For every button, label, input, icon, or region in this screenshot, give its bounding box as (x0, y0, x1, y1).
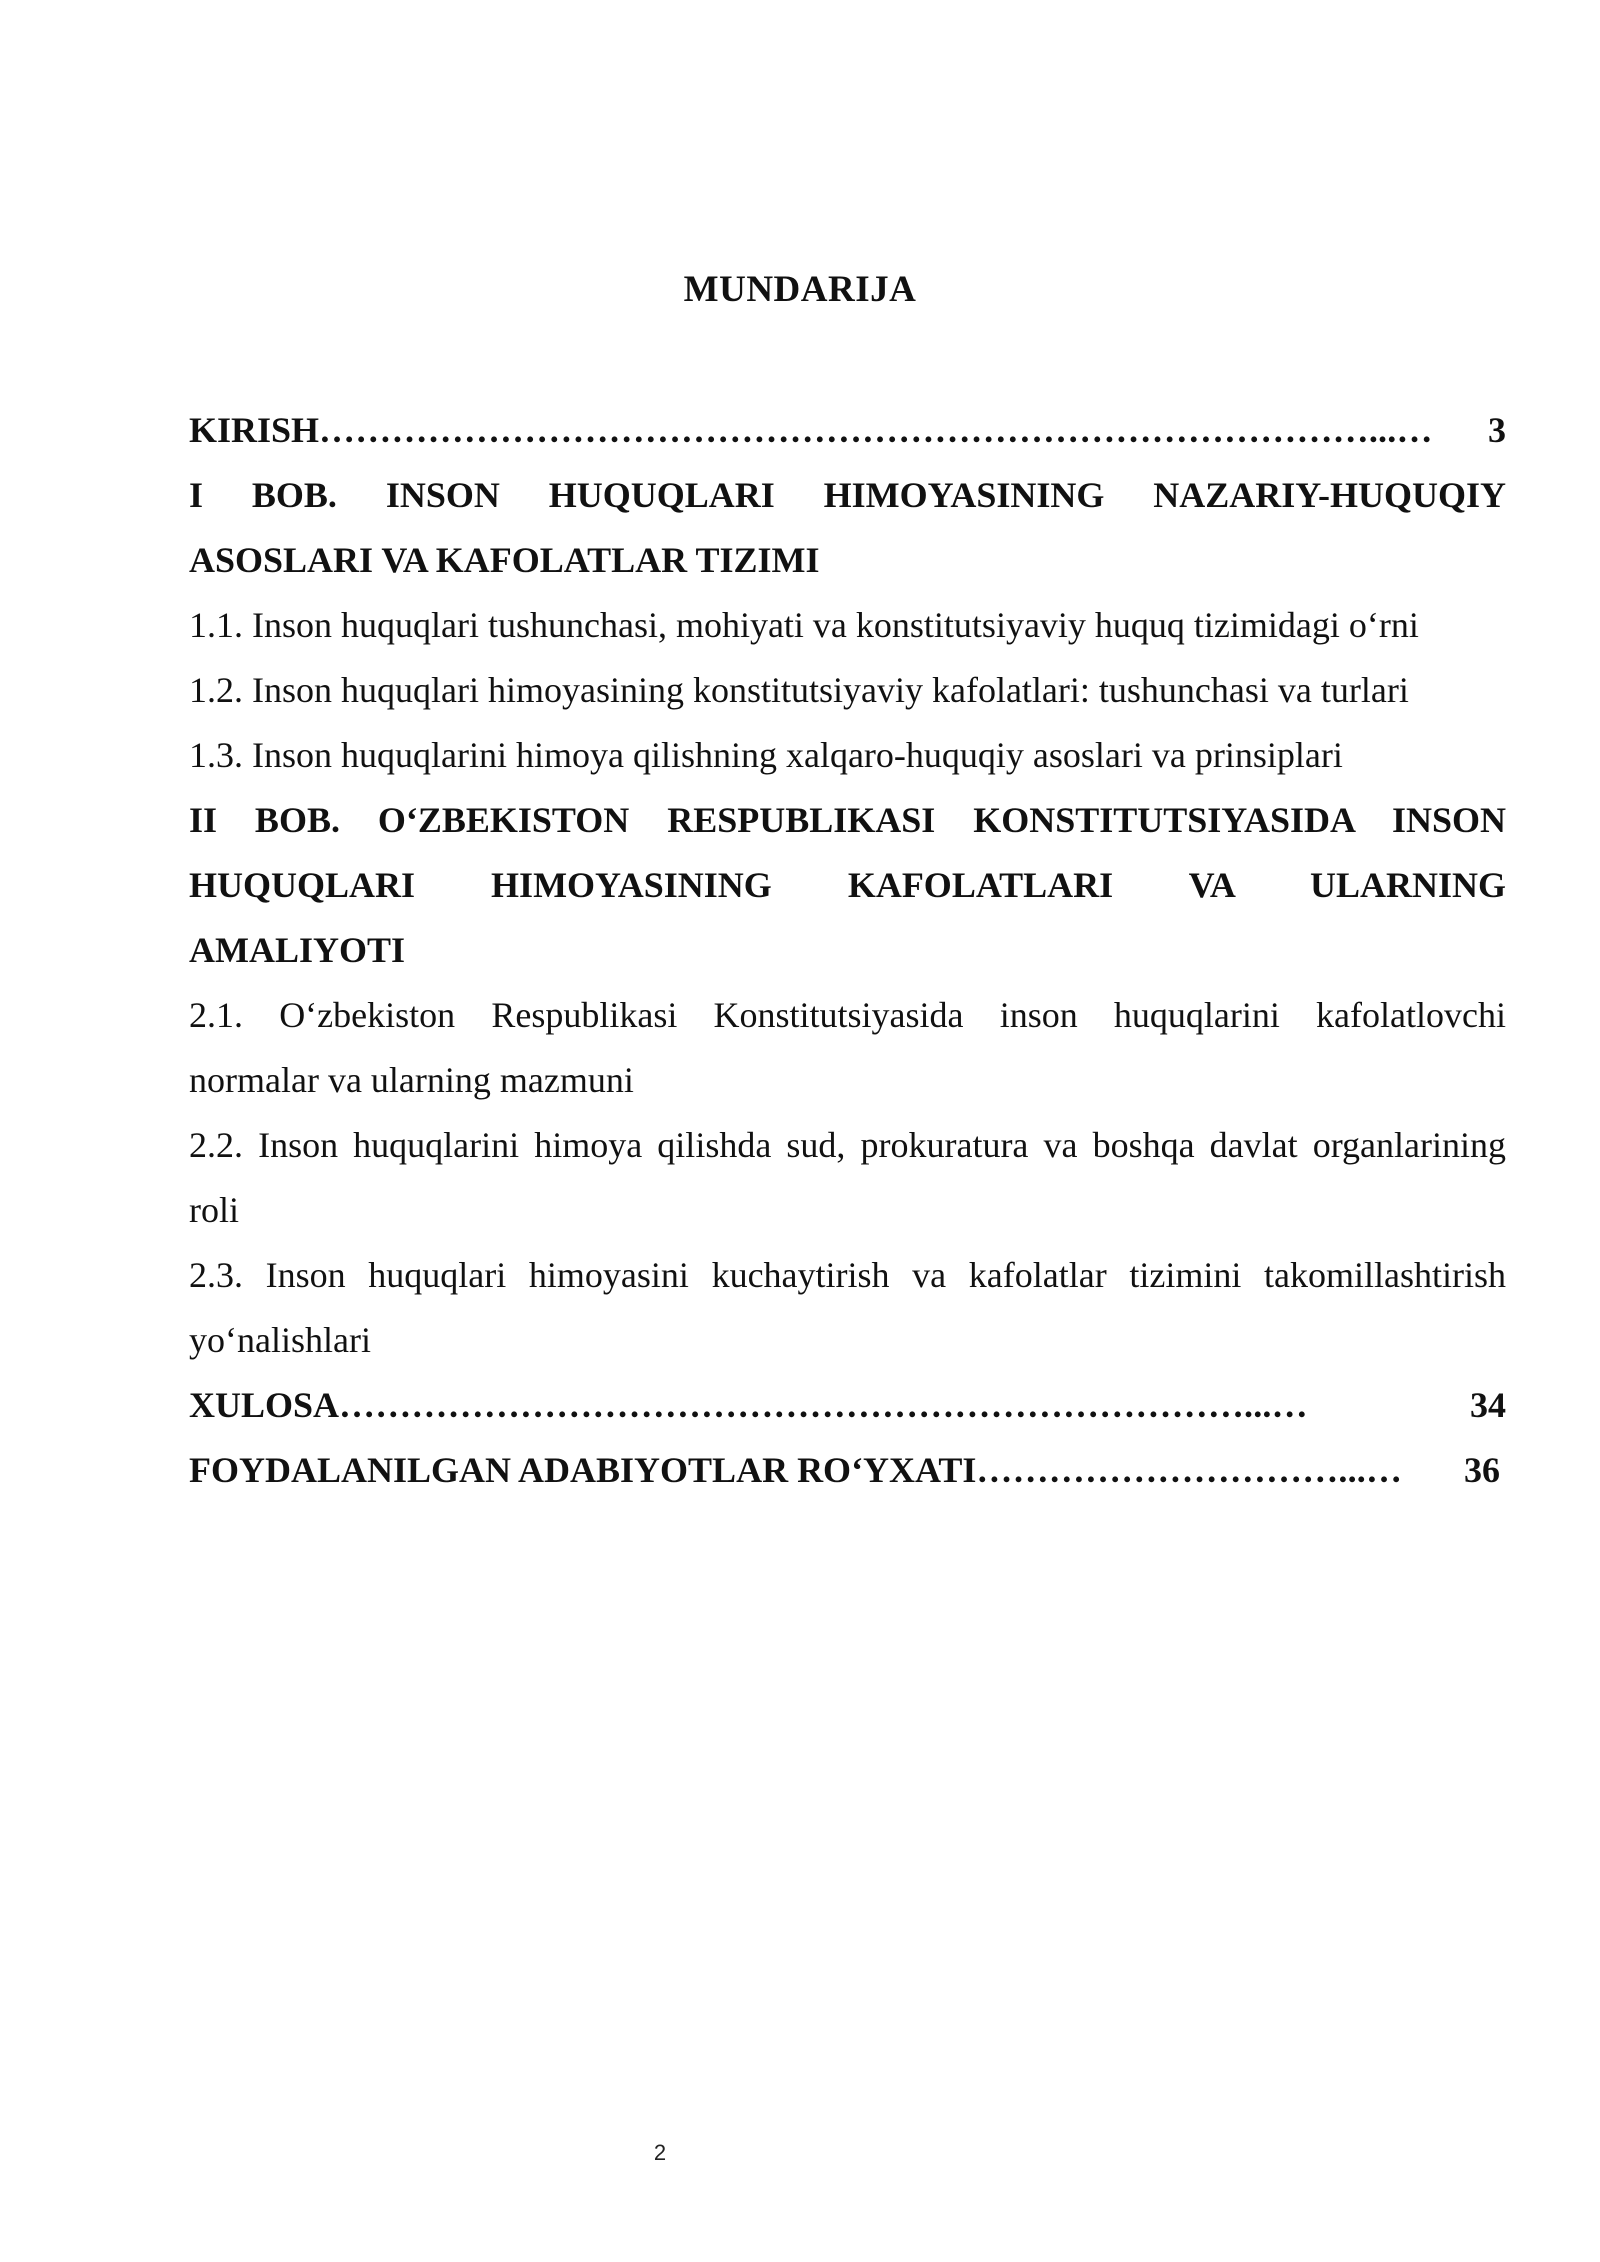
page-number: 2 (653, 2140, 667, 2165)
toc-entry-label: XULOSA (189, 1385, 340, 1425)
toc-section-2-1-line-1[interactable]: 2.1. O‘zbekiston Respublikasi Konstitutsiyasida inson huquqlarini kafolatlovchi (189, 995, 1506, 1035)
toc-chapter-2-line-3[interactable]: AMALIYOTI (189, 930, 406, 970)
toc-entry-label: FOYDALANILGAN ADABIYOTLAR RO‘YXATI (189, 1450, 977, 1490)
toc-entry-conclusion[interactable] (189, 1373, 1506, 1438)
table-of-contents (189, 398, 1506, 1503)
toc-entry-references[interactable] (189, 1438, 1500, 1503)
toc-section-2-3-line-2[interactable]: yo‘nalishlari (189, 1320, 371, 1360)
toc-leader-dots: ……………………………………………………………………………...… (319, 410, 1433, 450)
page-title: MUNDARIJA (683, 269, 917, 310)
toc-section-2-2-line-1[interactable]: 2.2. Inson huquqlarini himoya qilishda sud, prokuratura va boshqa davlat organlarining (189, 1125, 1506, 1165)
toc-page-number: 36 (1464, 1450, 1500, 1490)
toc-entry-label: KIRISH (189, 410, 320, 450)
toc-chapter-2-line-2[interactable]: HUQUQLARI HIMOYASINING KAFOLATLARI VA ULARNING (189, 865, 1506, 905)
toc-section-2-3-line-1[interactable]: 2.3. Inson huquqlari himoyasini kuchaytirish va kafolatlar tizimini takomillashtirish (189, 1255, 1506, 1295)
toc-section-1-2[interactable]: 1.2. Inson huquqlari himoyasining konstitutsiyaviy kafolatlari: tushunchasi va turlari (189, 670, 1409, 710)
toc-section-2-1-line-2[interactable]: normalar va ularning mazmuni (189, 1060, 634, 1100)
toc-chapter-2-line-1[interactable]: II BOB. O‘ZBEKISTON RESPUBLIKASI KONSTITUTSIYASIDA INSON (189, 800, 1506, 840)
toc-entry-intro[interactable] (189, 398, 1506, 463)
toc-chapter-1-line-1[interactable]: I BOB. INSON HUQUQLARI HIMOYASINING NAZARIY-HUQUQIY (189, 475, 1506, 515)
toc-section-1-1[interactable]: 1.1. Inson huquqlari tushunchasi, mohiyati va konstitutsiyaviy huquq tizimidagi o‘rni (189, 605, 1419, 645)
toc-chapter-1-line-2[interactable]: ASOSLARI VA KAFOLATLAR TIZIMI (189, 540, 820, 580)
toc-page-number: 34 (1470, 1385, 1506, 1425)
toc-leader-dots: …………………………………………………………………...… (339, 1385, 1308, 1425)
toc-leader-dots: …………………………...… (976, 1450, 1403, 1490)
toc-section-2-2-line-2[interactable]: roli (189, 1190, 239, 1230)
toc-page-number: 3 (1488, 410, 1506, 450)
toc-section-1-3[interactable]: 1.3. Inson huquqlarini himoya qilishning xalqaro-huquqiy asoslari va prinsiplari (189, 735, 1343, 775)
